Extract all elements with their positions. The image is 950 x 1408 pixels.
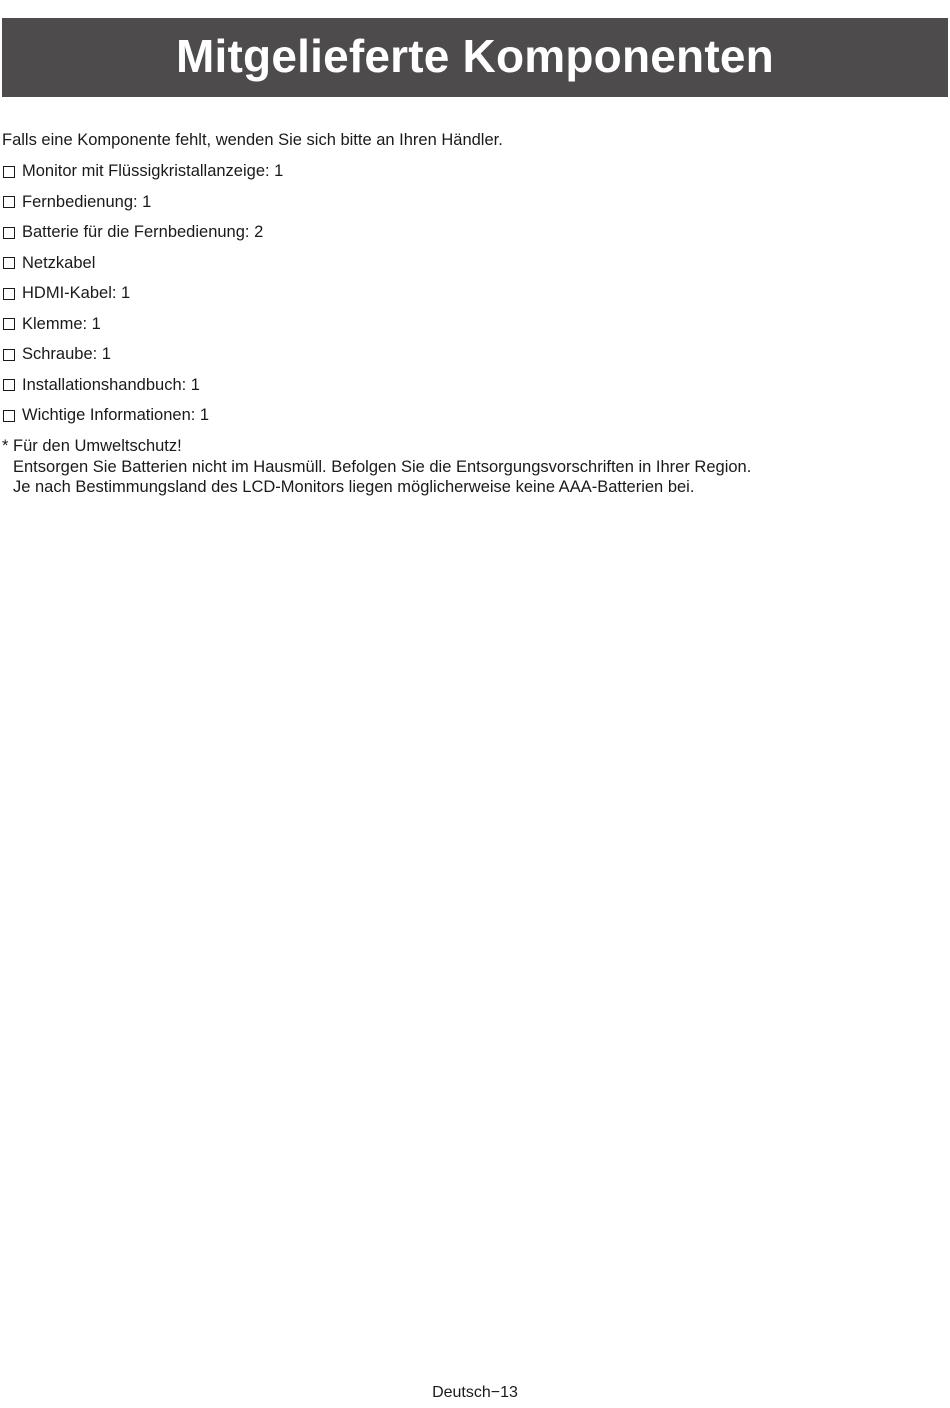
list-item xyxy=(2,192,283,223)
list-item-label: Klemme: 1 xyxy=(22,314,101,333)
checkbox-icon xyxy=(3,227,15,239)
list-item-label: Monitor mit Flüssigkristallanzeige: 1 xyxy=(22,162,284,180)
list-item-label: Installationshandbuch: 1 xyxy=(22,375,200,394)
checkbox-icon xyxy=(3,349,15,361)
list-item xyxy=(2,283,283,314)
list-item-label: Wichtige Informationen: 1 xyxy=(22,406,210,424)
list-item-label: Fernbedienung: 1 xyxy=(22,192,152,211)
checkbox-icon xyxy=(3,257,15,269)
list-item-label: Schraube: 1 xyxy=(22,345,111,363)
checkbox-icon xyxy=(3,379,15,391)
list-item xyxy=(2,161,283,192)
page-title: Mitgelieferte Komponenten xyxy=(176,29,774,82)
list-item xyxy=(2,253,283,284)
title-bar xyxy=(2,18,948,97)
page-number: Deutsch−13 xyxy=(432,1384,518,1401)
list-item xyxy=(2,222,283,253)
note-line: Je nach Bestimmungsland des LCD-Monitors liegen möglicherweise keine AAA-Batterien bei. xyxy=(13,478,695,496)
list-item-label: HDMI-Kabel: 1 xyxy=(22,284,131,302)
list-item-label: Netzkabel xyxy=(22,253,96,272)
component-checklist xyxy=(2,161,283,436)
list-item xyxy=(2,405,283,436)
checkbox-icon xyxy=(3,166,15,178)
list-item xyxy=(2,344,283,375)
checkbox-icon xyxy=(3,196,15,208)
note-heading: * Für den Umweltschutz! xyxy=(2,437,182,455)
list-item xyxy=(2,375,283,406)
environment-note xyxy=(2,436,751,498)
checkbox-icon xyxy=(3,318,15,330)
list-item xyxy=(2,314,283,345)
checkbox-icon xyxy=(3,288,15,300)
note-line: Entsorgen Sie Batterien nicht im Hausmüll. Befolgen Sie die Entsorgungsvorschriften in Ihrer Region. xyxy=(13,457,752,476)
intro-text: Falls eine Komponente fehlt, wenden Sie sich bitte an Ihren Händler. xyxy=(2,131,503,149)
checkbox-icon xyxy=(3,410,15,422)
list-item-label: Batterie für die Fernbedienung: 2 xyxy=(22,223,264,241)
